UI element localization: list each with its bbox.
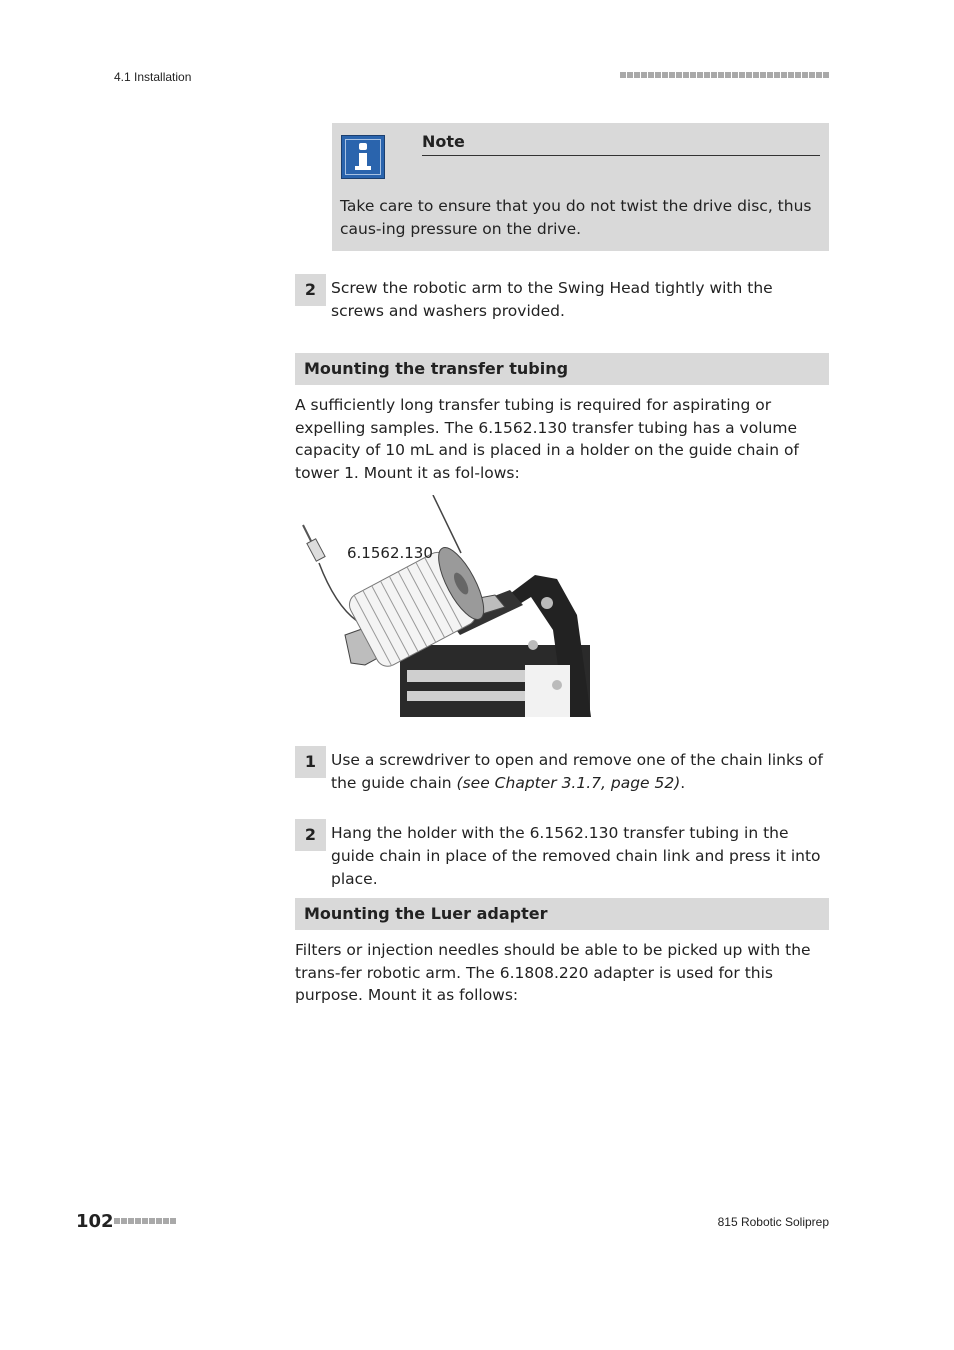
step-text-main: Use a screwdriver to open and remove one of the chain links of the guide chain	[331, 751, 823, 792]
note-title: Note	[422, 132, 465, 151]
figure-part-label: 6.1562.130	[347, 544, 433, 562]
section-heading-transfer-tubing	[295, 353, 829, 385]
chapter-reference-link[interactable]: (see Chapter 3.1.7, page 52)	[456, 774, 681, 792]
step-number: 2	[295, 274, 326, 306]
running-header-section: 4.1 Installation	[114, 70, 192, 84]
step-text: Hang the holder with the 6.1562.130 transfer tubing in the guide chain in place of the removed chain link and press it into place.	[331, 824, 821, 888]
footer-decoration-squares	[114, 1218, 176, 1224]
step-text	[331, 749, 829, 795]
section-title: Mounting the transfer tubing	[304, 359, 569, 378]
section-heading-luer-adapter	[295, 898, 829, 930]
tubing-holder-illustration	[295, 495, 596, 717]
step-text-end: .	[680, 774, 686, 792]
page-number: 102	[76, 1211, 114, 1232]
footer-product-name: 815 Robotic Soliprep	[717, 1215, 829, 1229]
transfer-tubing-figure	[295, 495, 596, 717]
note-box	[332, 123, 829, 251]
header-decoration-squares	[620, 72, 829, 78]
section-title: Mounting the Luer adapter	[304, 904, 548, 923]
step-number: 1	[295, 746, 326, 778]
info-icon	[341, 135, 385, 179]
note-divider	[422, 155, 820, 156]
step-number: 2	[295, 819, 326, 851]
transfer-tubing-intro: A sufficiently long transfer tubing is required for aspirating or expelling samples. The 6.1562.130 transfer tubing has a volume capacity of 10 mL and is placed in a holder on the guide chain of tower 1. Mount it as fol-lows:	[295, 396, 799, 482]
luer-adapter-intro: Filters or injection needles should be able to be picked up with the trans-fer robotic arm. The 6.1808.220 adapter is used for this purpose. Mount it as follows:	[295, 941, 811, 1004]
step-text: Screw the robotic arm to the Swing Head tightly with the screws and washers provided.	[331, 279, 773, 320]
note-text: Take care to ensure that you do not twist the drive disc, thus caus-ing pressure on the drive.	[340, 197, 812, 238]
